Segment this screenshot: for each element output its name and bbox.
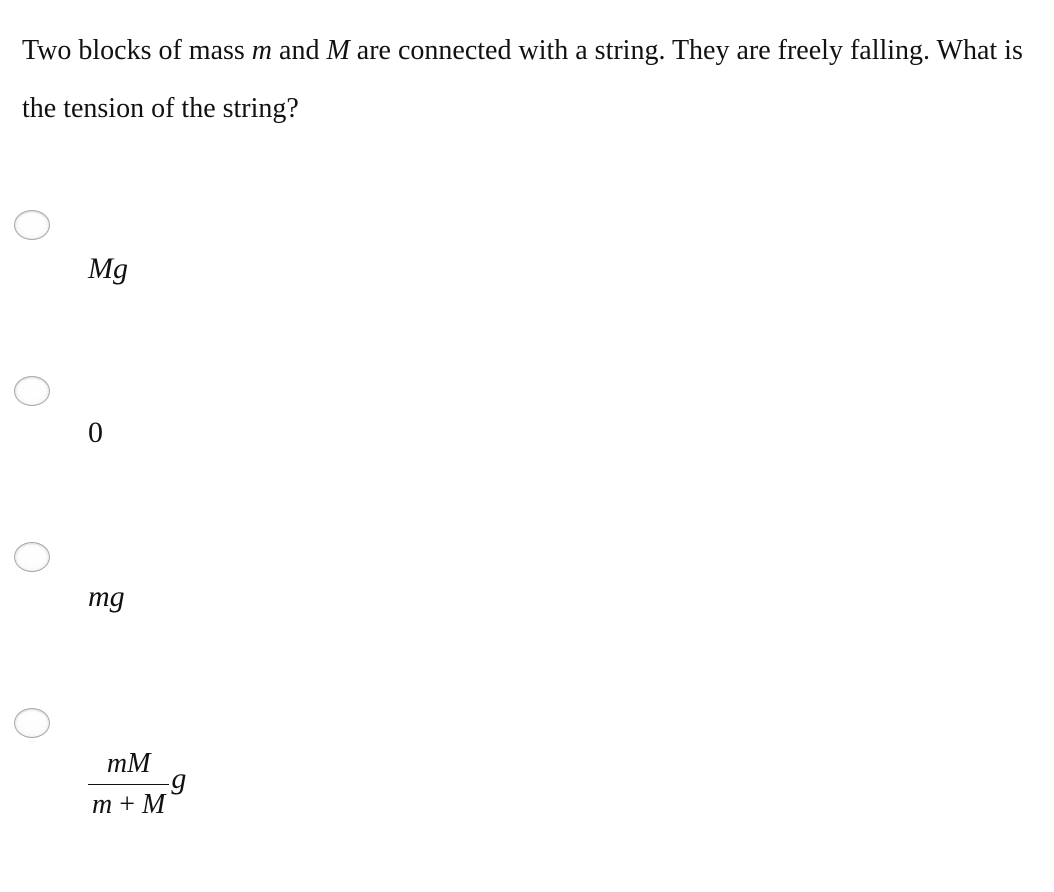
fraction-numerator: mM — [106, 748, 151, 779]
answer-option-3[interactable] — [0, 532, 1054, 692]
variable-M: M — [326, 35, 350, 66]
fraction-factor: g — [171, 761, 187, 795]
answer-label-1: Mg — [88, 252, 128, 285]
answer-option-1[interactable] — [0, 200, 1054, 360]
answer-label-2: 0 — [88, 416, 103, 449]
denominator-operator: + — [112, 789, 143, 820]
question-text — [22, 22, 1042, 138]
answer-option-4[interactable] — [0, 698, 1054, 858]
fraction — [88, 746, 169, 823]
answer-option-2[interactable] — [0, 366, 1054, 526]
radio-button-4[interactable] — [14, 708, 50, 738]
radio-button-3[interactable] — [14, 542, 50, 572]
question-part-1: Two blocks of mass — [22, 35, 252, 66]
fraction-denominator — [88, 785, 169, 823]
question-part-2: and — [272, 35, 327, 66]
variable-m: m — [251, 35, 273, 66]
answer-label-4 — [88, 746, 186, 823]
denominator-left: m — [92, 789, 113, 820]
radio-button-1[interactable] — [14, 210, 50, 240]
question-part-3: are connected with a string. They are freely falling. What is the tension of the string? — [22, 35, 1023, 124]
radio-button-2[interactable] — [14, 376, 50, 406]
answer-label-3: mg — [88, 580, 125, 613]
denominator-right: M — [142, 789, 166, 820]
